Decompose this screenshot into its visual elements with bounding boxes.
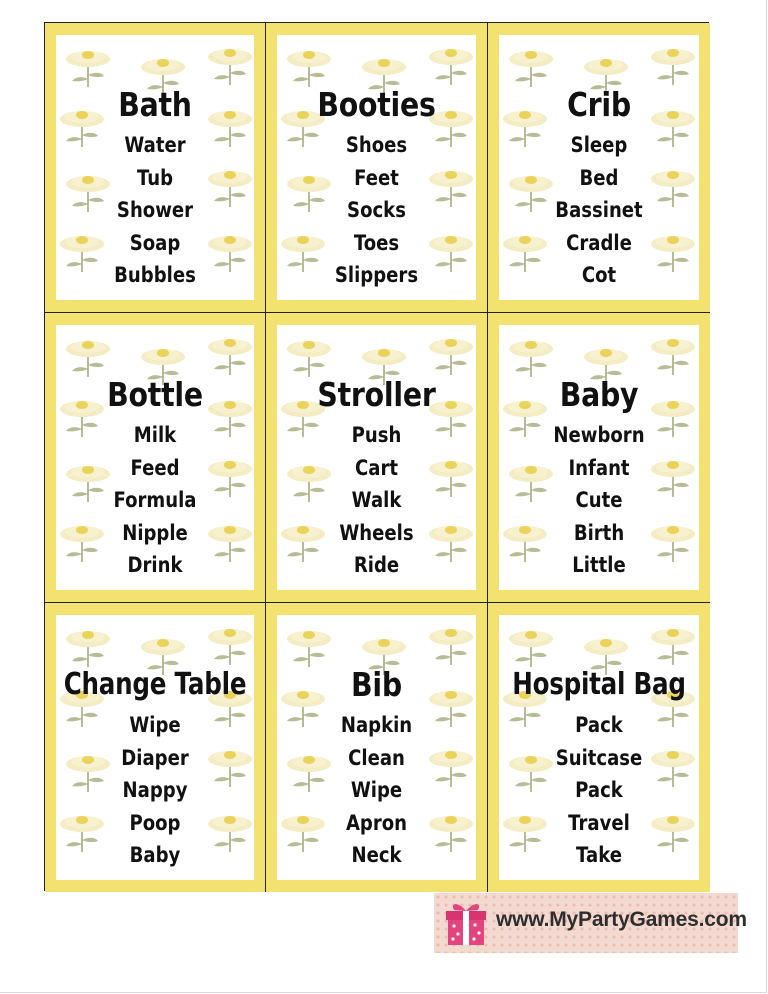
taboo-word: Slippers	[334, 263, 419, 287]
daisy-flower-icon	[649, 623, 697, 667]
word-list	[254, 419, 499, 582]
daisy-flower-icon	[285, 45, 333, 89]
daisy-flower-icon	[64, 335, 112, 379]
taboo-word: Drink	[127, 553, 183, 577]
word-card	[488, 603, 710, 892]
taboo-word: Neck	[351, 843, 402, 867]
daisy-flower-icon	[427, 333, 475, 377]
taboo-word: Soap	[129, 230, 181, 255]
card-content	[476, 375, 722, 582]
card-title: Crib	[567, 85, 631, 124]
word-card	[266, 313, 488, 603]
daisy-flower-icon	[285, 335, 333, 379]
word-card	[488, 313, 710, 603]
taboo-word: Cart	[355, 455, 398, 480]
word-card	[488, 23, 710, 313]
taboo-word: Nipple	[122, 520, 188, 545]
taboo-word: Wheels	[339, 520, 414, 545]
taboo-word: Feet	[354, 165, 399, 190]
taboo-word: Bubbles	[114, 263, 196, 287]
card-content	[476, 665, 722, 872]
taboo-word: Newborn	[553, 423, 645, 447]
taboo-word: Napkin	[340, 713, 413, 737]
card-title: Bib	[351, 665, 402, 704]
daisy-flower-icon	[64, 625, 112, 669]
taboo-word: Water	[124, 133, 186, 157]
word-card	[45, 603, 266, 892]
card-title: Booties	[317, 85, 436, 124]
taboo-word: Birth	[573, 520, 625, 545]
taboo-word: Toes	[353, 230, 400, 255]
taboo-word: Poop	[129, 810, 181, 835]
taboo-word: Baby	[129, 843, 181, 867]
card-content	[33, 85, 277, 292]
word-list	[476, 419, 722, 582]
taboo-word: Pack	[575, 713, 623, 737]
taboo-word: Walk	[351, 488, 402, 512]
taboo-word: Diaper	[121, 745, 189, 770]
daisy-flower-icon	[649, 333, 697, 377]
taboo-word: Feed	[130, 455, 180, 480]
taboo-word: Wipe	[350, 778, 403, 802]
taboo-word: Travel	[568, 810, 630, 835]
card-title: Bottle	[107, 375, 203, 414]
card-content	[254, 375, 499, 582]
word-list	[476, 709, 722, 872]
card-title: Hospital Bag	[512, 667, 686, 702]
taboo-word: Socks	[347, 198, 406, 222]
word-card	[266, 23, 488, 313]
gift-box-icon	[444, 899, 488, 947]
taboo-word: Push	[351, 423, 402, 447]
taboo-word: Sleep	[570, 133, 628, 157]
brand-url[interactable]: www.MyPartyGames.com	[496, 908, 747, 931]
taboo-word: Cute	[575, 488, 623, 512]
taboo-word: Apron	[345, 810, 408, 835]
taboo-word: Milk	[133, 423, 177, 447]
taboo-word: Cot	[581, 263, 617, 287]
taboo-word: Tub	[136, 165, 174, 190]
daisy-flower-icon	[507, 335, 555, 379]
daisy-flower-icon	[285, 625, 333, 669]
word-list	[254, 129, 499, 292]
word-list	[33, 709, 277, 872]
taboo-word: Shoes	[345, 133, 408, 157]
taboo-word: Nappy	[122, 778, 188, 802]
card-content	[254, 665, 499, 872]
taboo-word: Take	[576, 843, 622, 867]
card-title: Bath	[118, 85, 192, 124]
taboo-word: Bassinet	[555, 198, 643, 222]
daisy-flower-icon	[206, 623, 254, 667]
daisy-flower-icon	[507, 45, 555, 89]
brand-logo	[434, 893, 747, 953]
word-list	[33, 419, 277, 582]
taboo-word: Little	[572, 553, 626, 577]
daisy-flower-icon	[206, 43, 254, 87]
taboo-word: Pack	[575, 778, 623, 802]
taboo-word: Formula	[113, 488, 197, 512]
card-title: Baby	[559, 375, 639, 414]
card-content	[254, 85, 499, 292]
taboo-word: Shower	[116, 198, 194, 222]
daisy-flower-icon	[649, 43, 697, 87]
card-content	[476, 85, 722, 292]
taboo-word: Wipe	[129, 713, 181, 737]
daisy-flower-icon	[64, 45, 112, 89]
daisy-flower-icon	[206, 333, 254, 377]
card-title: Stroller	[317, 375, 436, 414]
daisy-flower-icon	[507, 625, 555, 669]
card-content	[33, 665, 277, 872]
daisy-flower-icon	[427, 623, 475, 667]
taboo-word: Cradle	[566, 230, 632, 255]
taboo-word: Bed	[579, 165, 619, 190]
taboo-word: Ride	[353, 553, 400, 577]
word-list	[33, 129, 277, 292]
card-grid	[44, 22, 709, 891]
word-list	[254, 709, 499, 872]
daisy-flower-icon	[427, 43, 475, 87]
card-content	[33, 375, 277, 582]
taboo-word: Clean	[348, 745, 405, 770]
word-list	[476, 129, 722, 292]
taboo-word: Infant	[568, 455, 630, 480]
card-title: Change Table	[63, 667, 247, 702]
taboo-word: Suitcase	[555, 745, 643, 770]
word-card	[266, 603, 488, 892]
word-card	[45, 23, 266, 313]
word-card	[45, 313, 266, 603]
